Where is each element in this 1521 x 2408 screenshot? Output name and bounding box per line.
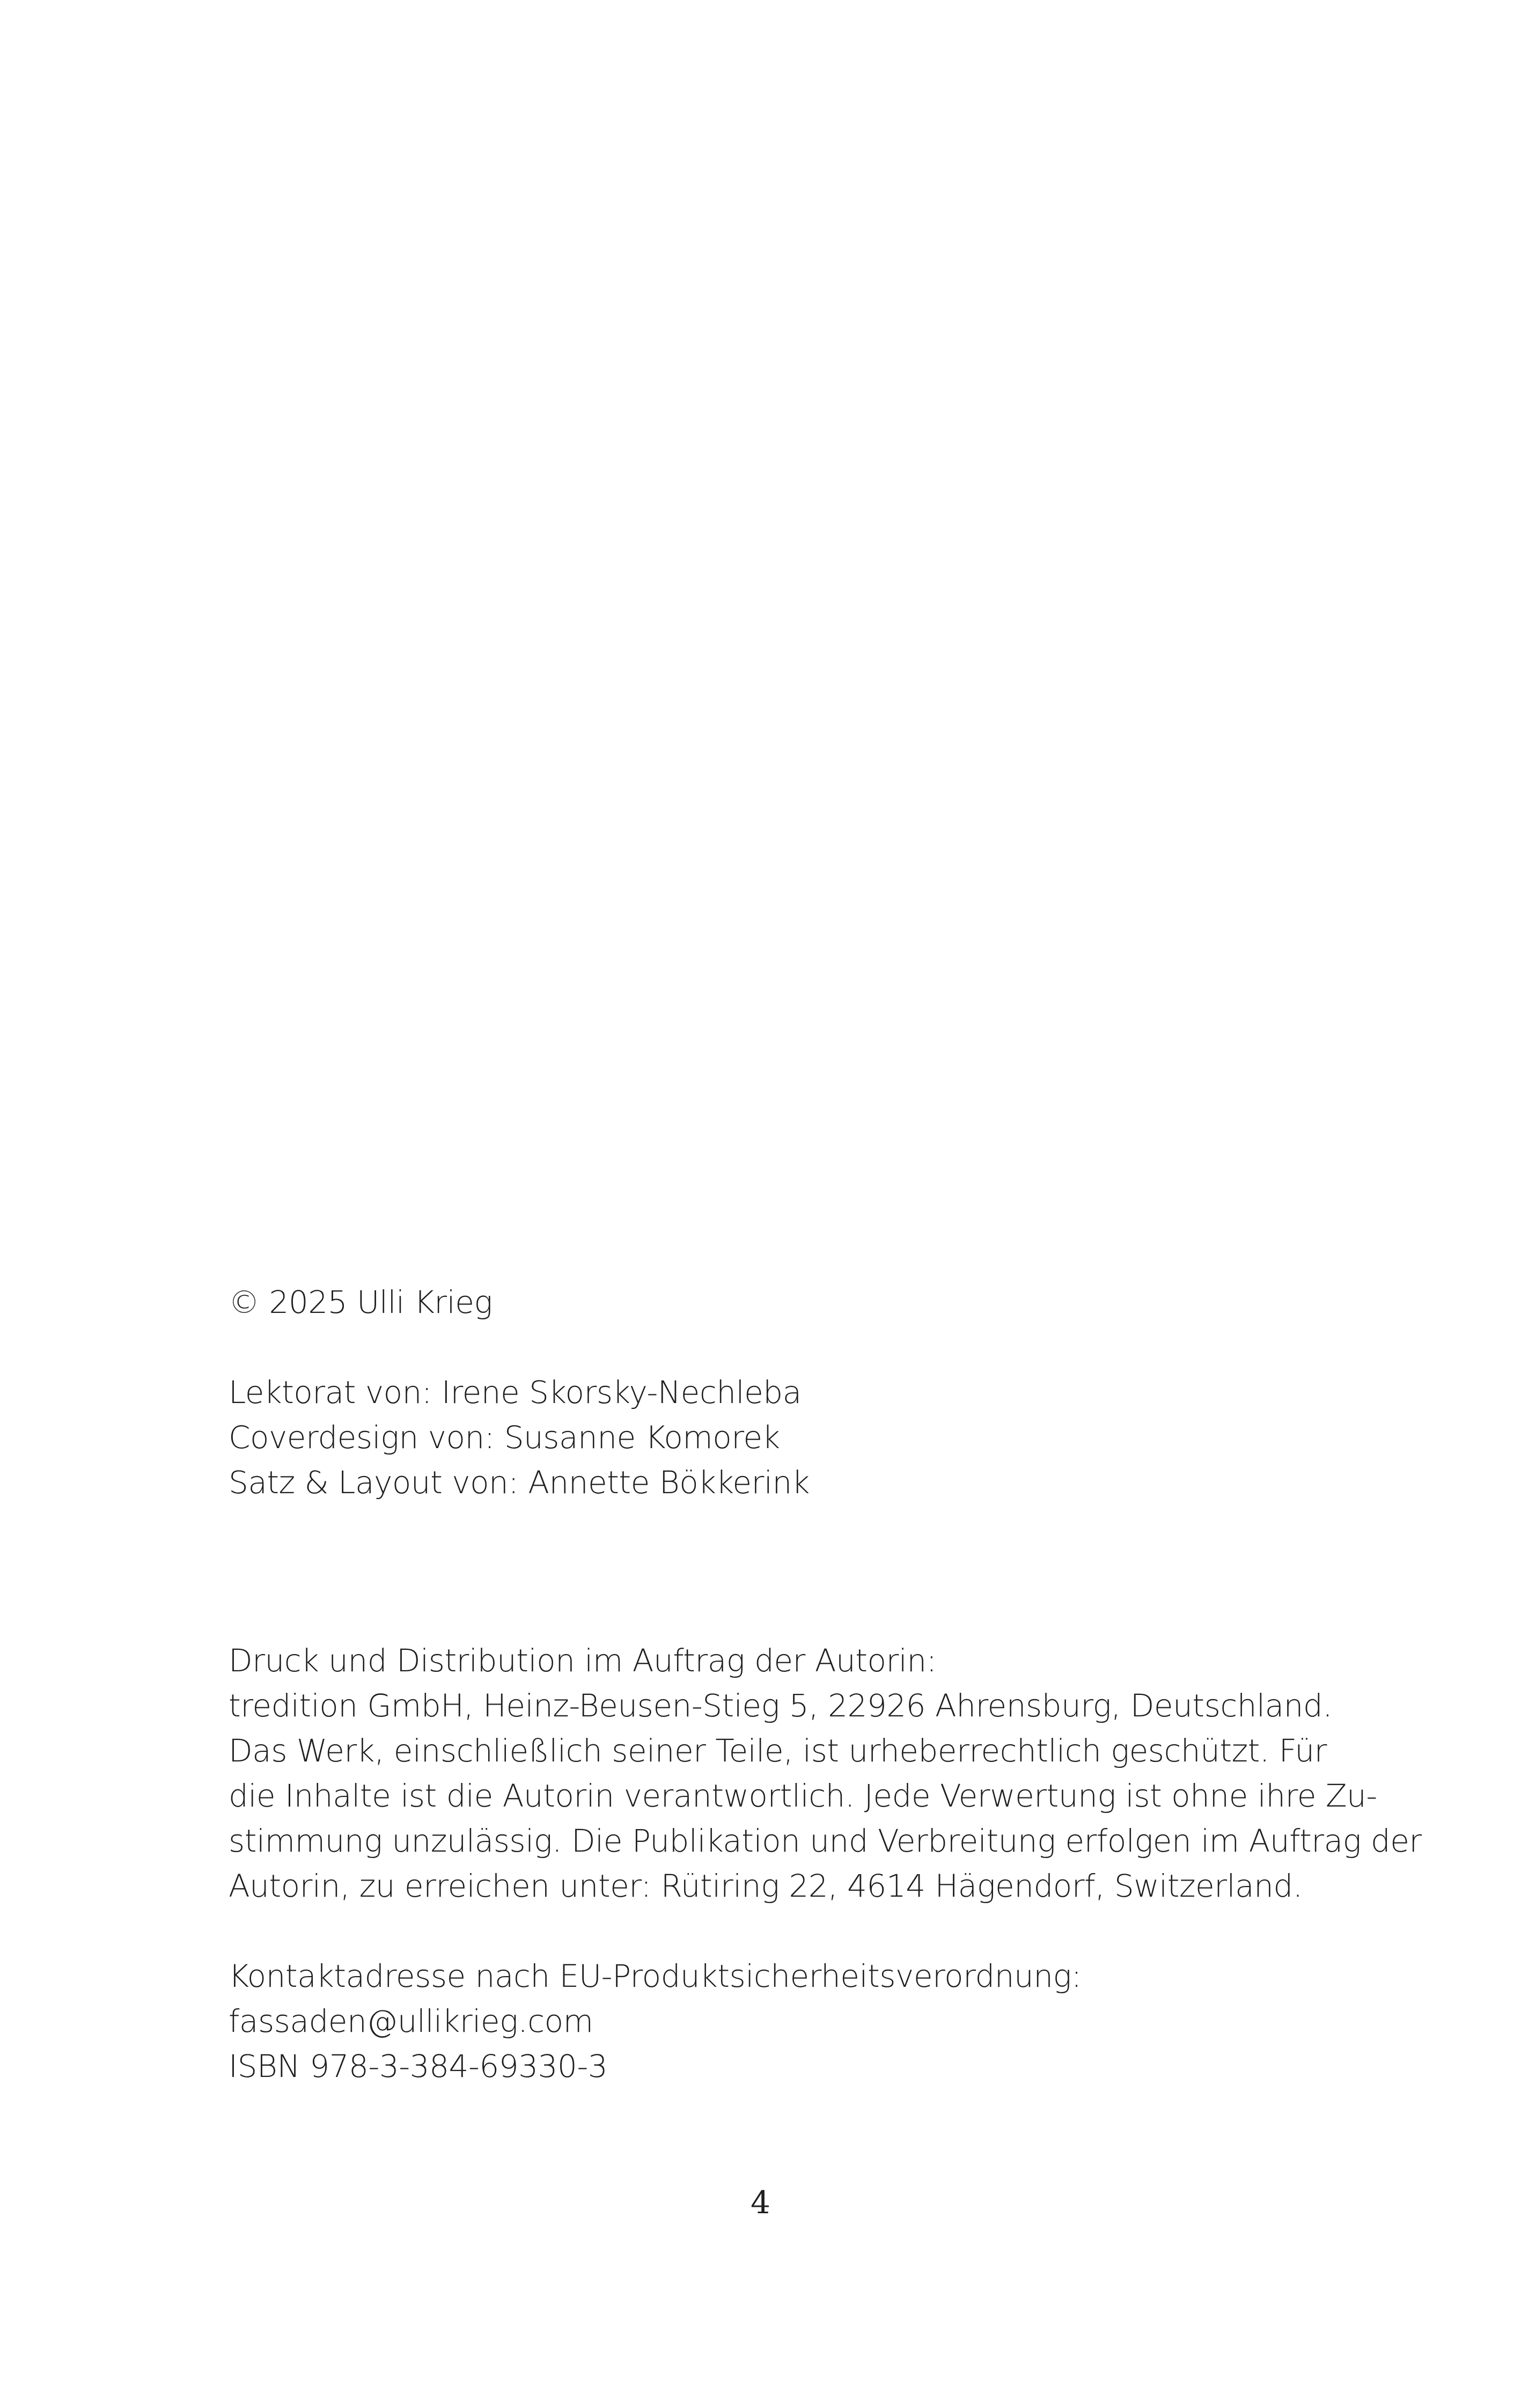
credit-line-editing: Lektorat von: Irene Skorsky-Nechleba [229,1374,802,1411]
credit-line-layout: Satz & Layout von: Annette Bökkerink [229,1464,810,1501]
publication-line: Autorin, zu erreichen unter: Rütiring 22, 4614 Hägendorf, Switzerland. [229,1868,1303,1904]
publication-line: Druck und Distribution im Auftrag der Autorin: [229,1642,937,1679]
publication-line: stimmung unzulässig. Die Publikation und Verbreitung erfolgen im Auftrag der [229,1823,1422,1859]
page-number: 4 [751,2184,770,2221]
credit-line-cover: Coverdesign von: Susanne Komorek [229,1419,780,1456]
imprint-block [229,1280,1422,2089]
publication-line: tredition GmbH, Heinz-Beusen-Stieg 5, 22926 Ahrensburg, Deutschland. [229,1687,1333,1724]
contact-heading: Kontaktadresse nach EU-Produktsicherheitsverordnung: [229,1958,1082,1994]
publication-line: Das Werk, einschließlich seiner Teile, ist urheberrechtlich geschützt. Für [229,1732,1327,1769]
publication-line: die Inhalte ist die Autorin verantwortlich. Jede Verwertung ist ohne ihre Zu- [229,1778,1377,1814]
contact-email: fassaden@ullikrieg.com [229,2003,593,2039]
isbn: ISBN 978-3-384-69330-3 [229,2048,608,2084]
copyright-line: © 2025 Ulli Krieg [229,1284,493,1320]
